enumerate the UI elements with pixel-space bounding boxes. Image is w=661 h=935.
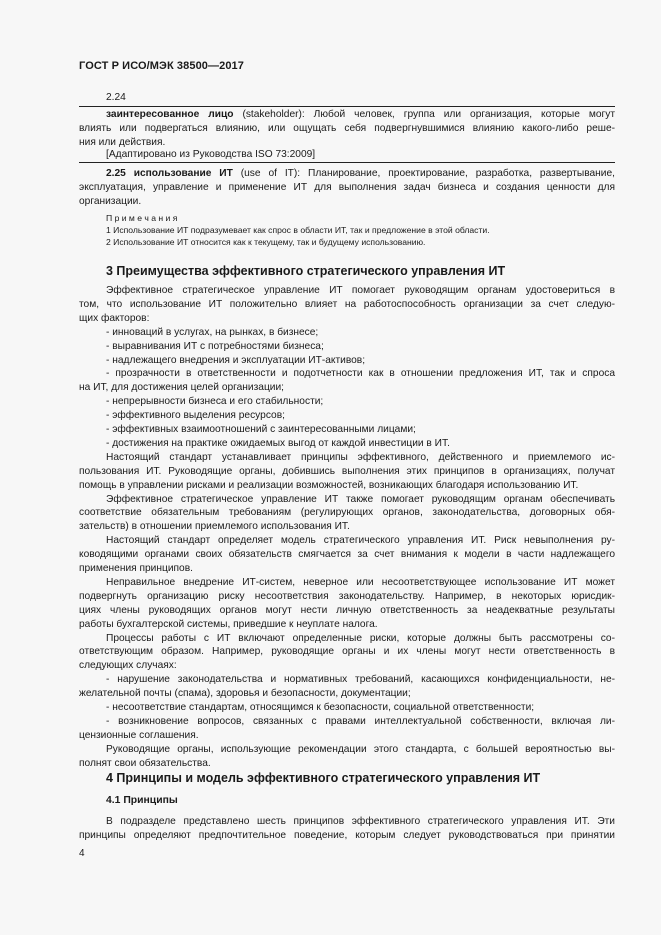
sec3-line: циях члены руководящих органов могут нести личную ответственность за неадекватные результаты [79, 604, 615, 616]
notes-title: П р и м е ч а н и я [106, 213, 178, 223]
sec3-line: - эффективных взаимоотношений с заинтересованными лицами; [106, 424, 416, 435]
sec3-line: на ИТ, для достижения целей организации; [79, 382, 285, 394]
sec3-line: цензионные соглашения. [79, 729, 199, 741]
sec3-line: Настоящий стандарт определяет модель стратегического управления ИТ. Риск невыполнения ру- [106, 535, 615, 547]
sec3-line: - несоответствие стандартам, относящимся к безопасности, социальной ответственности; [106, 702, 535, 713]
sec3-line: щих факторов: [79, 312, 150, 324]
sec3-line: работы бухгалтерской системы, приведшие к неуплате налога. [79, 618, 378, 630]
sec3-line: ководящими органами своих обязательств смягчается за счет внимания к модели в части надлежащего [79, 549, 615, 561]
page-number: 4 [79, 848, 85, 859]
section-4-heading: 4 Принципы и модель эффективного стратегического управления ИТ [106, 771, 541, 785]
sec3-line: Руководящие органы, использующие рекомендации этого стандарта, с большей вероятностью вы- [106, 743, 615, 755]
sec3-line: - нарушение законодательства и нормативных требований, касающихся конфиденциальности, не- [106, 674, 615, 686]
sec3-line: зательств) в отношении приемлемого использования ИТ. [79, 521, 350, 533]
section-4-1-heading: 4.1 Принципы [106, 795, 178, 806]
sec3-line: Эффективное стратегическое управление ИТ также помогает руководящим органам обеспечивать [106, 493, 615, 505]
term-2-24-source: [Адаптировано из Руководства ISO 73:2009] [106, 149, 316, 160]
sec3-line: - возникновение вопросов, связанных с правами интеллектуальной собственности, включая ли- [106, 715, 615, 727]
sec3-line: - инноваций в услугах, на рынках, в бизнесе; [106, 326, 319, 338]
sec3-line: - выравнивания ИТ с потребностями бизнеса; [106, 340, 324, 352]
note-1: 1 Использование ИТ подразумевает как спрос в области ИТ, так и предложение в этой области. [106, 225, 490, 235]
term-2-24-line-1 [79, 108, 615, 122]
term-2-24-line-2: влиять или подвергаться влиянию, или ощущать себя подвергнувшимися влиянию какого-либо реше- [79, 123, 615, 134]
sec3-line: следующих случаях: [79, 660, 177, 672]
sec3-line: - непрерывности бизнеса и его стабильности; [106, 396, 324, 408]
sec3-line: - эффективного выделения ресурсов; [106, 410, 285, 422]
sec3-line: - достижения на практике ожидаемых выгод от каждой инвестиции в ИТ. [106, 437, 450, 449]
sec3-line: Процессы работы с ИТ включают определенные риски, которые должны быть рассмотрены со- [106, 632, 615, 644]
sec3-line: ответствующим образом. Например, руководящие органы и их члены могут нести ответственность в [79, 646, 615, 658]
term-2-25-line-3: организации. [79, 196, 142, 207]
note-2: 2 Использование ИТ относится как к текущему, так и будущему использованию. [106, 237, 426, 247]
term-2-25-term: 2.25 использование ИТ [106, 168, 233, 179]
sec3-line: применения принципов. [79, 563, 193, 574]
term-2-25-line-2: эксплуатация, управление и применение ИТ для выполнения задач бизнеса и создания ценности для [79, 182, 615, 193]
term-2-24-number: 2.24 [106, 92, 126, 103]
document-header: ГОСТ Р ИСО/МЭК 38500—2017 [79, 60, 244, 72]
sec3-line: Эффективное стратегическое управление ИТ помогает руководящим органам удостовериться в [106, 285, 615, 296]
sec3-line: Настоящий стандарт устанавливает принципы эффективного, действенного и приемлемого ис- [106, 451, 615, 463]
section-3-heading: 3 Преимущества эффективного стратегического управления ИТ [106, 264, 506, 278]
sec4-line: В подразделе представлено шесть принципов эффективного стратегического управления ИТ. Эти [106, 816, 615, 827]
term-2-24-term: заинтересованное лицо [106, 109, 234, 120]
sec3-line: подвергнуть организацию риску несоответствия законодательству. Например, в некоторых юрисдик- [79, 590, 615, 602]
sec3-line: Неправильное внедрение ИТ-систем, неверное или несоответствующее использование ИТ может [106, 576, 615, 588]
sec3-line: желательной почты (спама), здоровья и безопасности, документации; [79, 688, 411, 700]
term-2-24-definition-start: (stakeholder): Любой человек, группа или организация, которые могут [233, 109, 615, 120]
term-2-25-line-1 [79, 167, 615, 181]
term-2-25-definition-start: (use of IT): Планирование, проектирование, разработка, развертывание, [232, 168, 615, 179]
sec3-line: том, что использование ИТ положительно влияет на работоспособность организации за счет следую- [79, 298, 615, 310]
term-2-24-line-3: ния или действия. [79, 137, 166, 148]
sec3-line: - надлежащего внедрения и эксплуатации ИТ-активов; [106, 354, 366, 366]
sec3-line: помощь в управлении рисками и реализации возможностей, возникающих благодаря использованию ИТ. [79, 479, 579, 491]
sec3-line: пользования ИТ. Руководящие органы, добившись выполнения этих принципов в организациях, получат [79, 465, 615, 477]
sec3-line: - прозрачности в ответственности и подотчетности как в отношении предложения ИТ, так и спроса [106, 368, 615, 380]
sec4-line: принципы определяют предпочтительное поведение, которым следует руководствоваться при принятии [79, 830, 615, 842]
sec3-line: полнят свои обязательства. [79, 757, 211, 769]
sec3-line: соответствие обязательным требованиям (регулирующих органов, законодательства, договорных обя- [79, 507, 615, 519]
